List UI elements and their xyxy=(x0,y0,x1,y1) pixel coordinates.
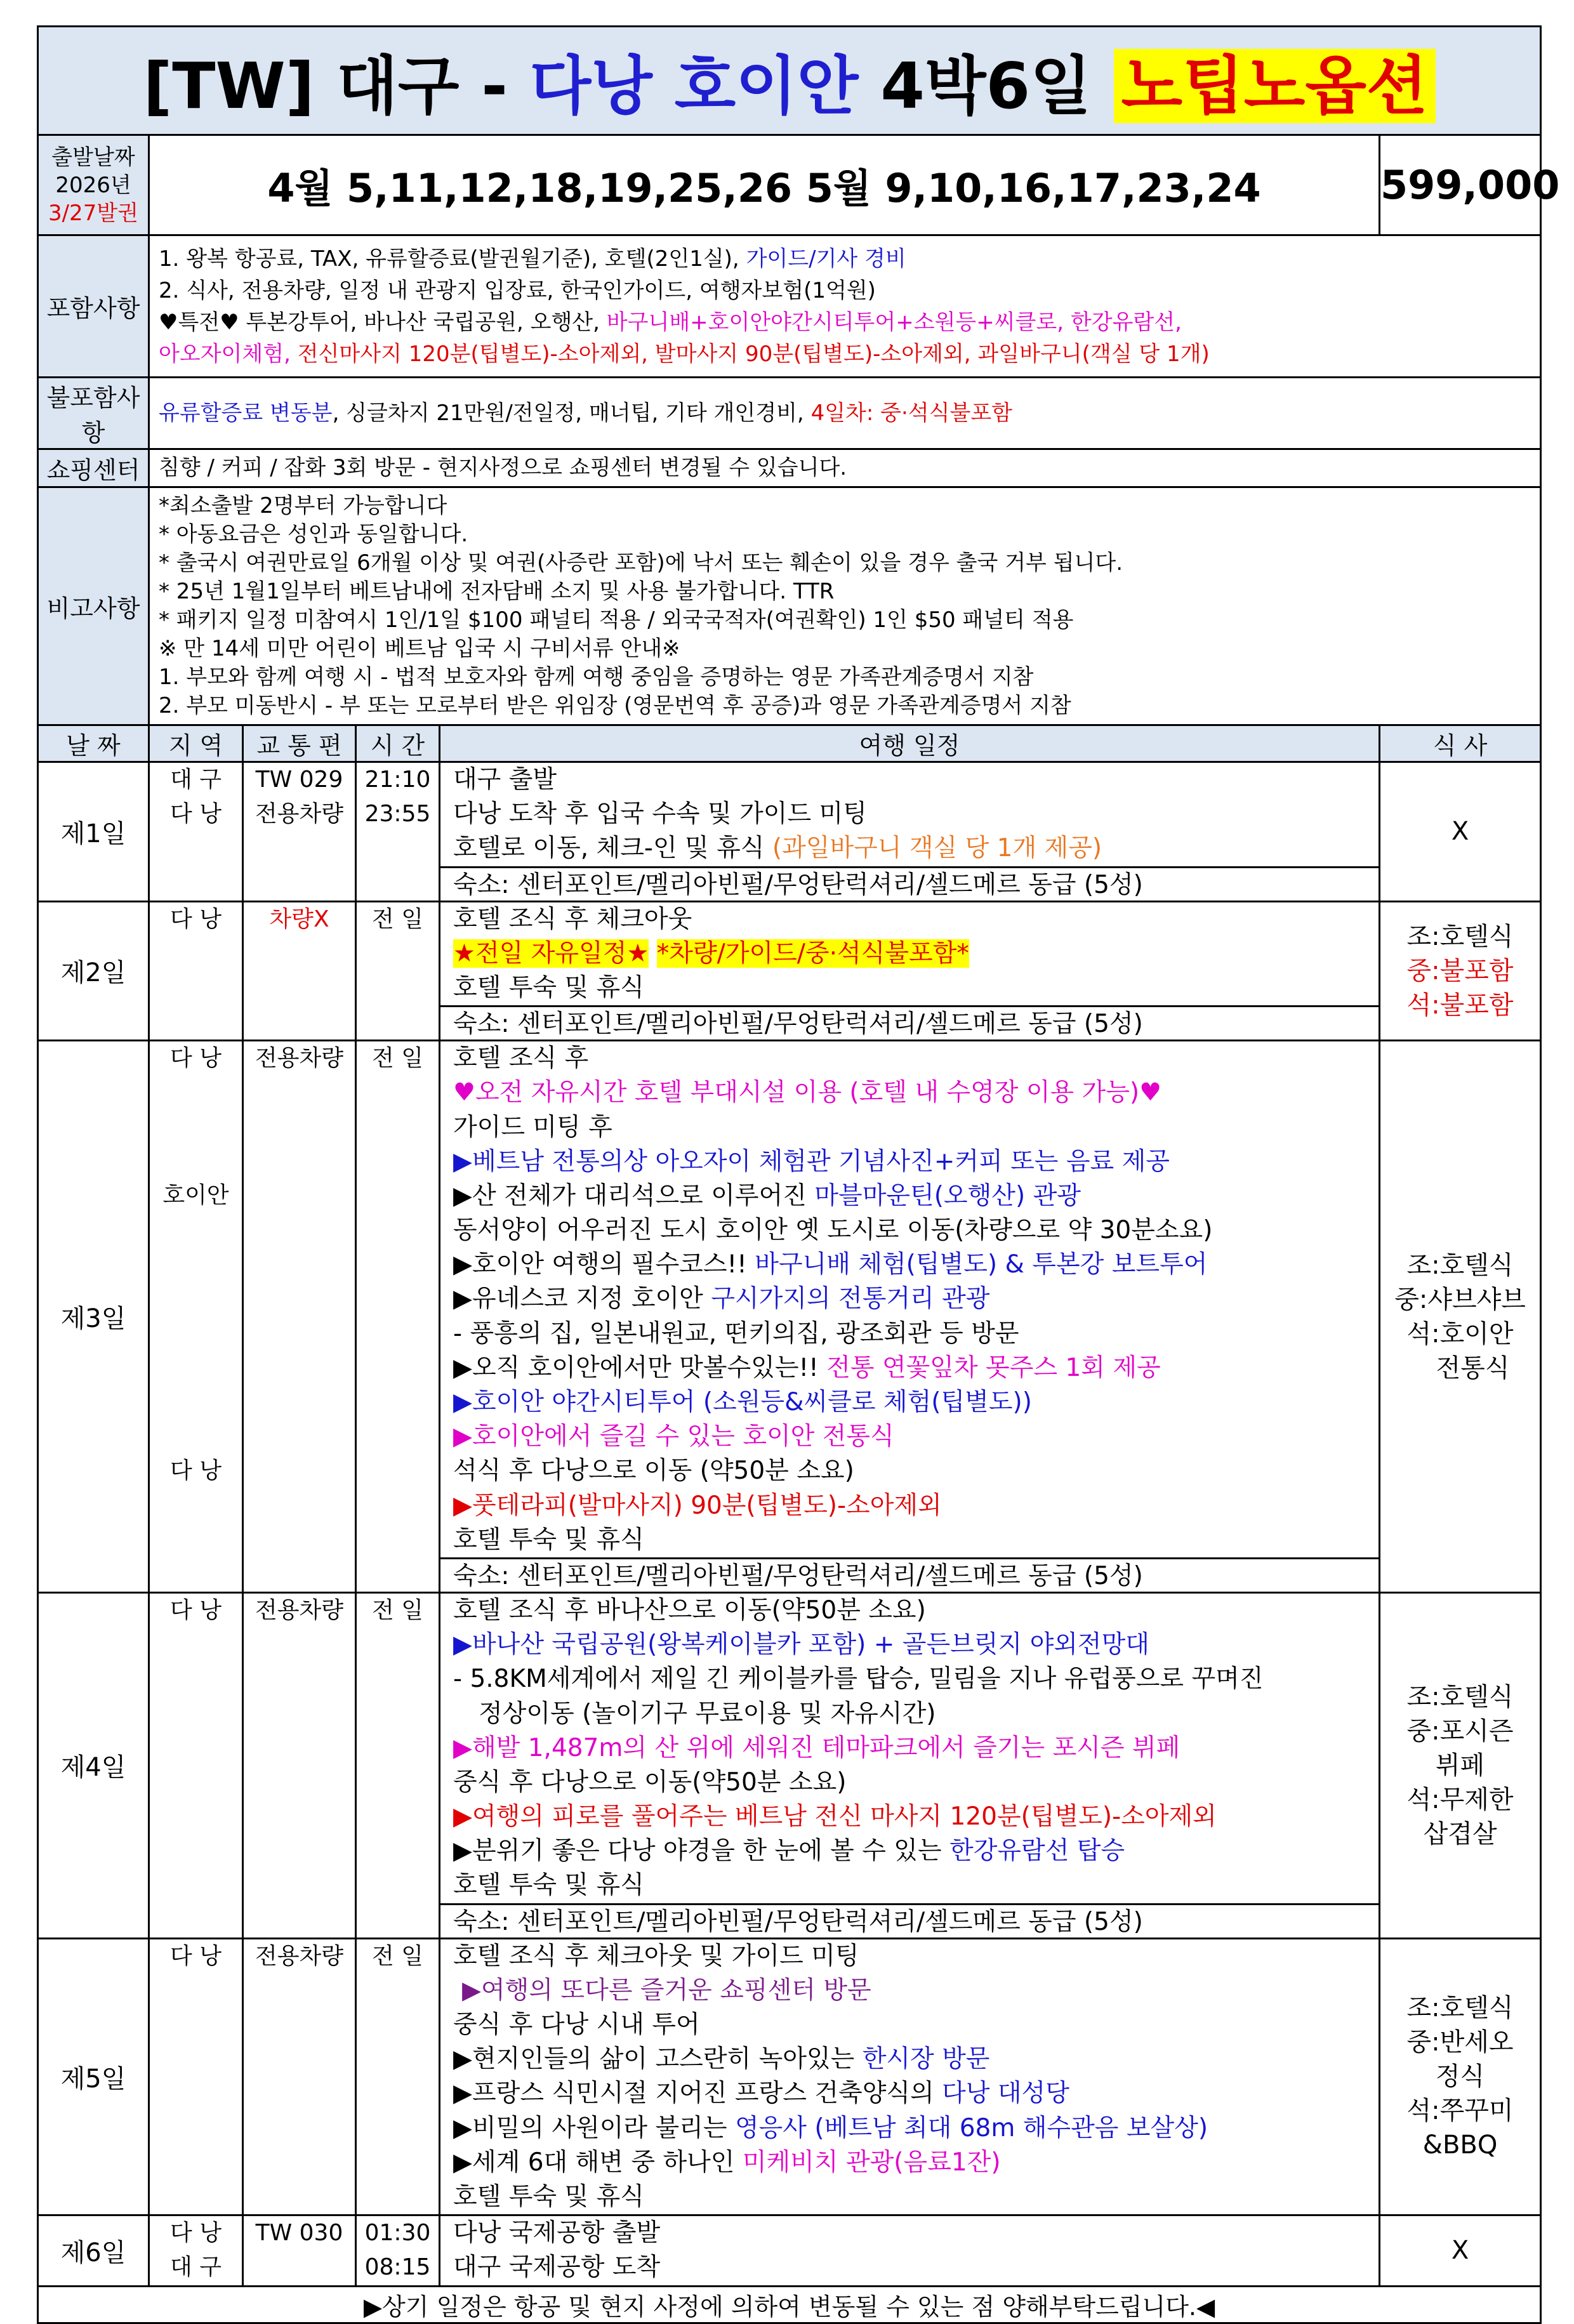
included-content: 1. 왕복 항공료, TAX, 유류할증료(발권월기준), 호텔(2인1실), 가이드/기사 경비 2. 식사, 전용차량, 일정 내 관광지 입장료, 한국인가이드, 여행자보험(1억원) ♥특전♥ 투본강투어, 바나산 국립공원, 오행산, 바구니배+호이안야간시티투어+소원등+씨클로, 한강유람선, 아오자이체험, 전신마사지 120분(팁별도)-소아제외, 발마사지 90분(팁별도)-소아제외, 과일바구니(객실 당 1개) xyxy=(149,235,1541,378)
meal: 조:호텔식 중:포시즌 뷔페 석:무제한 삽겹살 xyxy=(1380,1592,1541,1938)
day-row: 제2일 다 낭 차량X 전 일 호텔 조식 후 체크아웃 ★전일 자유일정★ *차량/가이드/중·석식불포함* 호텔 투숙 및 휴식 숙소: 센터포인트/멜리아빈펄/무엉탄럭셔리/셀드메르 동급 (5성) 조:호텔식 중:불포함 석:불포함 xyxy=(38,901,1541,1041)
remarks-content: *최소출발 2명부터 가능합니다 * 아동요금은 성인과 동일합니다. * 출국시 여권만료일 6개월 이상 및 여권(사증란 포함)에 낙서 또는 훼손이 있을 경우 출국 거부 됩니다. * 25년 1월1일부터 베트남내에 전자담배 소지 및 사용 불가합니다. TTR * 패키지 일정 미참여시 1인/1일 $100 패널티 적용 / 외국국적자(여권확인) 1인 $50 패널티 적용 ※ 만 14세 미만 어린이 베트남 입국 시 구비서류 안내※ 1. 부모와 함께 여행 시 - 법적 보호자와 함께 여행 중임을 증명하는 영문 가족관계증명서 지참 2. 부모 미동반시 - 부 또는 모로부터 받은 위임장 (영문번역 후 공증)과 영문 가족관계증명서 지참 xyxy=(149,487,1541,725)
meal: 조:호텔식 중:반세오 정식 석:쭈꾸미 &BBQ xyxy=(1380,1938,1541,2215)
day-row: 제1일 대 구 다 낭 TW 029 전용차량 21:10 23:55 대구 출발 다낭 도착 후 입국 수속 및 가이드 미팅 호텔로 이동, 체크-인 및 휴식 (과일바구니 객실 당 1개 제공) 숙소: 센터포인트/멜리아빈펄/무엉탄럭셔리/셀드메르 동급 (5성) X xyxy=(38,762,1541,902)
itinerary-page xyxy=(37,25,1560,2324)
day-label: 제1일 xyxy=(38,762,149,902)
shopping-content: 침향 / 커피 / 잡화 3회 방문 - 현지사정으로 쇼핑센터 변경될 수 있습니다. xyxy=(149,449,1541,487)
day-schedule: 호텔 조식 후 체크아웃 ★전일 자유일정★ *차량/가이드/중·석식불포함* 호텔 투숙 및 휴식 숙소: 센터포인트/멜리아빈펄/무엉탄럭셔리/셀드메르 동급 (5성) xyxy=(440,901,1380,1041)
excluded-label: 불포함사항 xyxy=(38,378,149,449)
meal: X xyxy=(1380,2215,1541,2286)
accommodation: 숙소: 센터포인트/멜리아빈펄/무엉탄럭셔리/셀드메르 동급 (5성) xyxy=(440,866,1379,901)
excluded-content: 유류할증료 변동분, 싱글차지 21만원/전일정, 매너팁, 기타 개인경비, 4일차: 중·석식불포함 xyxy=(149,378,1541,449)
footer-note: ▶상기 일정은 항공 및 현지 사정에 의하여 변동될 수 있는 점 양해부탁드립니다.◀ xyxy=(38,2286,1541,2323)
day-row: 제6일 다 낭 대 구 TW 030 01:30 08:15 다낭 국제공항 출발 대구 국제공항 도착 X xyxy=(38,2215,1541,2286)
meal: X xyxy=(1380,762,1541,902)
day-schedule: 호텔 조식 후 바나산으로 이동(약50분 소요) ▶바나산 국립공원(왕복케이블카 포함) + 골든브릿지 야외전망대 - 5.8KM세계에서 제일 긴 케이블카를 탑승, 밀림을 지나 유럽풍으로 꾸며진 정상이동 (놀이기구 무료이용 및 자유시간) ▶해발 1,487m의 산 위에 세워진 테마파크에서 즐기는 포시즌 뷔페 중식 후 다낭으로 이동(약50분 소요) ▶여행의 피로를 풀어주는 베트남 전신 마사지 120분(팁별도)-소아제외 ▶분위기 좋은 다낭 야경을 한 눈에 볼 수 있는 한강유람선 탑승 호텔 투숙 및 휴식 숙소: 센터포인트/멜리아빈펄/무엉탄럭셔리/셀드메르 동급 (5성) xyxy=(440,1592,1380,1938)
shopping-label: 쇼핑센터 xyxy=(38,449,149,487)
remarks-label: 비고사항 xyxy=(38,487,149,725)
no-tip-badge: 노팁노옵션 xyxy=(1114,49,1436,123)
page-title: [TW] 대구 - 다낭 호이안 4박6일 노팁노옵션 xyxy=(38,27,1541,135)
issue-date: 3/27발권 xyxy=(48,200,139,226)
meal: 조:호텔식 중:샤브샤브 석:호이안 전통식 xyxy=(1380,1041,1541,1593)
day-row: 제3일 다 낭 호이안 다 낭 전용차량 전 일 호텔 조식 후 ♥오전 자유시간 호텔 부대시설 이용 (호텔 내 수영장 이용 가능)♥ 가이드 미팅 후 ▶베트남 전통의상 아오자이 체험관 기념사진+커피 또는 음료 제공 ▶산 전체가 대리석으로 이루어진 마블마운틴(오행산) 관광 동서양이 어우러진 도시 호이안 옛 도시로 이동(차량으로 약 30분소요) ▶호이안 여행의 필수코스!! 바구니배 체험(팁별도) & 투본강 보트투어 ▶유네스코 지정 호이안 구시가지의 전통거리 관광 - 풍흥의 집, 일본내원교, 떤키의집, 광조회관 등 방문 ▶오직 호이안에서만 맛볼수있는!! 전통 연꽃잎차 못주스 1회 제공 ▶호이안 야간시티투어 (소원등&씨클로 체험(팁별도)) ▶호이안에서 즐길 수 있는 호이안 전통식 석식 후 다낭으로 이동 (약50분 소요) ▶풋테라피(발마사지) 90분(팁별도)-소아제외 호텔 투숙 및 휴식 숙소: 센터포인트/멜리아빈펄/무엉탄럭셔리/셀드메르 동급 (5성) 조:호텔식 중:샤브샤브 석:호이안 전통식 xyxy=(38,1041,1541,1593)
schedule-header: 날 짜 지 역 교 통 편 시 간 여행 일정 식 사 xyxy=(38,725,1541,762)
departure-dates: 4월 5,11,12,18,19,25,26 5월 9,10,16,17,23,24 xyxy=(149,135,1380,235)
day-schedule: 호텔 조식 후 ♥오전 자유시간 호텔 부대시설 이용 (호텔 내 수영장 이용 가능)♥ 가이드 미팅 후 ▶베트남 전통의상 아오자이 체험관 기념사진+커피 또는 음료 제공 ▶산 전체가 대리석으로 이루어진 마블마운틴(오행산) 관광 동서양이 어우러진 도시 호이안 옛 도시로 이동(차량으로 약 30분소요) ▶호이안 여행의 필수코스!! 바구니배 체험(팁별도) & 투본강 보트투어 ▶유네스코 지정 호이안 구시가지의 전통거리 관광 - 풍흥의 집, 일본내원교, 떤키의집, 광조회관 등 방문 ▶오직 호이안에서만 맛볼수있는!! 전통 연꽃잎차 못주스 1회 제공 ▶호이안 야간시티투어 (소원등&씨클로 체험(팁별도)) ▶호이안에서 즐길 수 있는 호이안 전통식 석식 후 다낭으로 이동 (약50분 소요) ▶풋테라피(발마사지) 90분(팁별도)-소아제외 호텔 투숙 및 휴식 숙소: 센터포인트/멜리아빈펄/무엉탄럭셔리/셀드메르 동급 (5성) xyxy=(440,1041,1380,1593)
itinerary-table xyxy=(37,25,1560,2324)
included-label: 포함사항 xyxy=(38,235,149,378)
departure-label: 출발날짜 2026년 3/27발권 xyxy=(38,135,149,235)
day-schedule: 다낭 국제공항 출발 대구 국제공항 도착 xyxy=(440,2215,1380,2286)
day-schedule: 대구 출발 다낭 도착 후 입국 수속 및 가이드 미팅 호텔로 이동, 체크-인 및 휴식 (과일바구니 객실 당 1개 제공) 숙소: 센터포인트/멜리아빈펄/무엉탄럭셔리/셀드메르 동급 (5성) xyxy=(440,762,1380,902)
day-schedule: 호텔 조식 후 체크아웃 및 가이드 미팅 ▶여행의 또다른 즐거운 쇼핑센터 방문 중식 후 다낭 시내 투어 ▶현지인들의 삶이 고스란히 녹아있는 한시장 방문 ▶프랑스 식민시절 지어진 프랑스 건축양식의 다낭 대성당 ▶비밀의 사원이라 불리는 영응사 (베트남 최대 68m 해수관음 보살상) ▶세계 6대 해변 중 하나인 미케비치 관광(음료1잔) 호텔 투숙 및 휴식 xyxy=(440,1938,1380,2215)
meal: 조:호텔식 중:불포함 석:불포함 xyxy=(1380,901,1541,1041)
day-row: 제5일 다 낭 전용차량 전 일 호텔 조식 후 체크아웃 및 가이드 미팅 ▶여행의 또다른 즐거운 쇼핑센터 방문 중식 후 다낭 시내 투어 ▶현지인들의 삶이 고스란히 녹아있는 한시장 방문 ▶프랑스 식민시절 지어진 프랑스 건축양식의 다낭 대성당 ▶비밀의 사원이라 불리는 영응사 (베트남 최대 68m 해수관음 보살상) ▶세계 6대 해변 중 하나인 미케비치 관광(음료1잔) 호텔 투숙 및 휴식 조:호텔식 중:반세오 정식 석:쭈꾸미 &BBQ xyxy=(38,1938,1541,2215)
price: 599,000 xyxy=(1380,135,1541,235)
day-row: 제4일 다 낭 전용차량 전 일 호텔 조식 후 바나산으로 이동(약50분 소요) ▶바나산 국립공원(왕복케이블카 포함) + 골든브릿지 야외전망대 - 5.8KM세계에서 제일 긴 케이블카를 탑승, 밀림을 지나 유럽풍으로 꾸며진 정상이동 (놀이기구 무료이용 및 자유시간) ▶해발 1,487m의 산 위에 세워진 테마파크에서 즐기는 포시즌 뷔페 중식 후 다낭으로 이동(약50분 소요) ▶여행의 피로를 풀어주는 베트남 전신 마사지 120분(팁별도)-소아제외 ▶분위기 좋은 다낭 야경을 한 눈에 볼 수 있는 한강유람선 탑승 호텔 투숙 및 휴식 숙소: 센터포인트/멜리아빈펄/무엉탄럭셔리/셀드메르 동급 (5성) 조:호텔식 중:포시즌 뷔페 석:무제한 삽겹살 xyxy=(38,1592,1541,1938)
